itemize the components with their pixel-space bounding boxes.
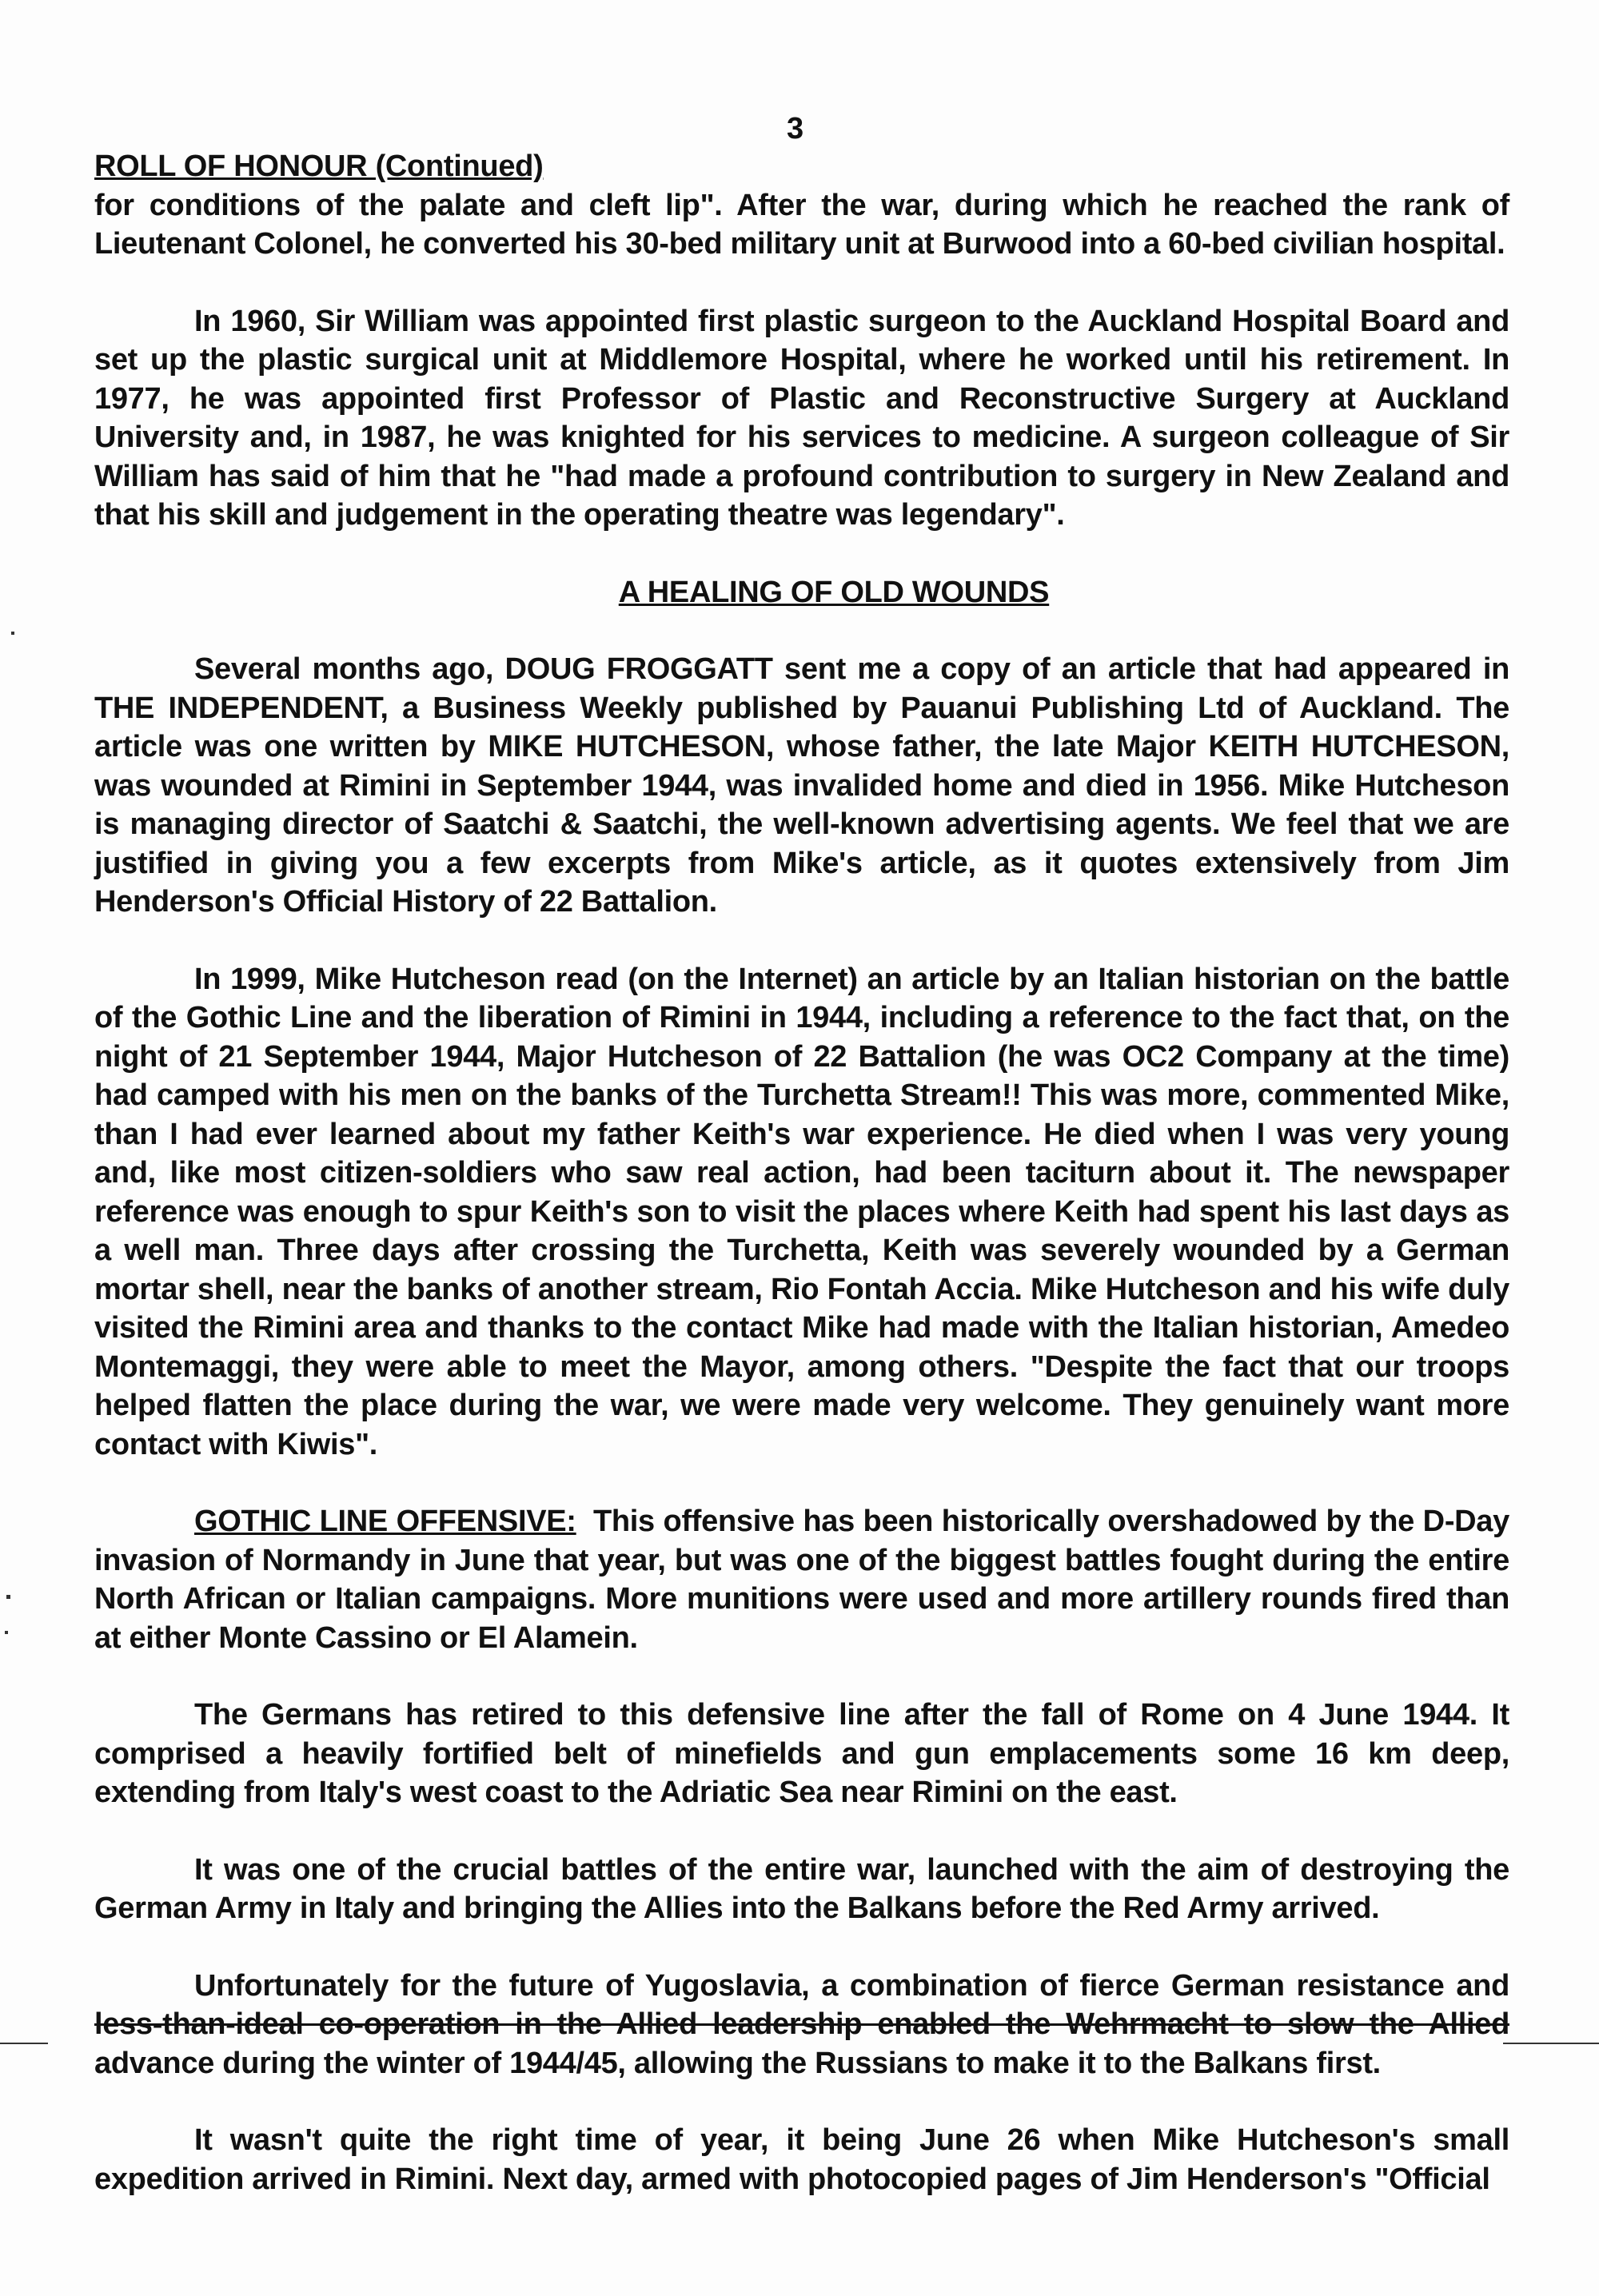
roll-of-honour-heading: ROLL OF HONOUR (Continued): [94, 149, 544, 183]
gothic-paragraph-2: The Germans has retired to this defensive line after the fall of Rome on 4 June 1944. It comprised a heavily fortified belt of minefields and gun emplacements some 16 km deep, extending from Italy's west coast to the Adriatic Sea near Rimini on the east.: [94, 1698, 1509, 1809]
margin-mark: [0, 2043, 48, 2044]
page-number: 3: [787, 112, 804, 145]
margin-mark: [1503, 2043, 1599, 2044]
gothic-paragraph-4-end: advance during the winter of 1944/45, allowing the Russians to make it to the Balkans first.: [94, 2046, 1381, 2080]
healing-paragraph-2: In 1999, Mike Hutcheson read (on the Internet) an article by an Italian historian on the battle of the Gothic Line and the liberation of Rimini in 1944, including a reference to the fact that, on the night of 21 September 1944, Major Hutcheson of 22 Battalion (he was OC2 Company at the time) had camped with his men on the banks of the Turchetta Stream!! This was more, commented Mike, than I had ever learned about my father Keith's war experience. He died when I was very young and, like most citizen-soldiers who saw real action, had been taciturn about it. The newspaper reference was enough to spur Keith's son to visit the places where Keith had spent his last days as a well man. Three days after crossing the Turchetta, Keith was severely wounded by a German mortar shell, near the banks of another stream, Rio Fontah Accia. Mike Hutcheson and his wife duly visited the Rimini area and thanks to the contact Mike had made with the Italian historian, Amedeo Montemaggi, they were able to meet the Mayor, among others. "Despite the fact that our troops helped flatten the place during the war, we were made very welcome. They genuinely want more contact with Kiwis".: [94, 962, 1509, 1461]
healing-paragraph-1: Several months ago, DOUG FROGGATT sent me a copy of an article that had appeared in THE INDEPENDENT, a Business Weekly published by Pauanui Publishing Ltd of Auckland. The article was one written by MIKE HUTCHESON, whose father, the late Major KEITH HUTCHESON, was wounded at Rimini in September 1944, was invalided home and died in 1956. Mike Hutcheson is managing director of Saatchi & Saatchi, the well-known advertising agents. We feel that we are justified in giving you a few excerpts from Mike's article, as it quotes extensively from Jim Henderson's Official History of 22 Battalion.: [94, 652, 1509, 919]
roll-continuation-paragraph: for conditions of the palate and cleft lip". After the war, during which he reached the rank of Lieutenant Colonel, he converted his 30-bed military unit at Burwood into a 60-bed civilian hospital.: [94, 188, 1509, 261]
gothic-paragraph-3: It was one of the crucial battles of the entire war, launched with the aim of destroying the German Army in Italy and bringing the Allies into the Balkans before the Red Army arrived.: [94, 1852, 1509, 1925]
margin-mark: [6, 1595, 10, 1599]
document-body: [94, 147, 1509, 2237]
gothic-paragraph-1: [94, 1502, 1509, 1657]
healing-heading: A HEALING OF OLD WOUNDS: [618, 575, 1050, 609]
margin-mark: [5, 1631, 8, 1634]
margin-mark: [11, 632, 14, 635]
final-paragraph: It wasn't quite the right time of year, it being June 26 when Mike Hutcheson's small expedition arrived in Rimini. Next day, armed with photocopied pages of Jim Henderson's "Official: [94, 2123, 1509, 2196]
struck-through-line: less-than-ideal co-operation in the Allied leadership enabled the Wehrmacht to slow the Allied: [94, 2007, 1509, 2041]
gothic-paragraph-4-start: Unfortunately for the future of Yugoslavia, a combination of fierce German resistance and: [194, 1968, 1509, 2003]
gothic-paragraph-1-text: This offensive has been historically overshadowed by the D-Day invasion of Normandy in June that year, but was one of the biggest battles fought during the entire North African or Italian campaigns. More munitions were used and more artillery rounds fired than at either Monte Cassino or El Alamein.: [94, 1505, 1509, 1655]
roll-paragraph-2: In 1960, Sir William was appointed first plastic surgeon to the Auckland Hospital Board and set up the plastic surgical unit at Middlemore Hospital, where he worked until his retirement. In 1977, he was appointed first Professor of Plastic and Reconstructive Surgery at Auckland University and, in 1987, he was knighted for his services to medicine. A surgeon colleague of Sir William has said of him that he "had made a profound contribution to surgery in New Zealand and that his skill and judgement in the operating theatre was legendary".: [94, 304, 1509, 532]
gothic-line-heading: GOTHIC LINE OFFENSIVE:: [194, 1505, 576, 1538]
gothic-paragraph-4: [94, 1967, 1509, 2083]
